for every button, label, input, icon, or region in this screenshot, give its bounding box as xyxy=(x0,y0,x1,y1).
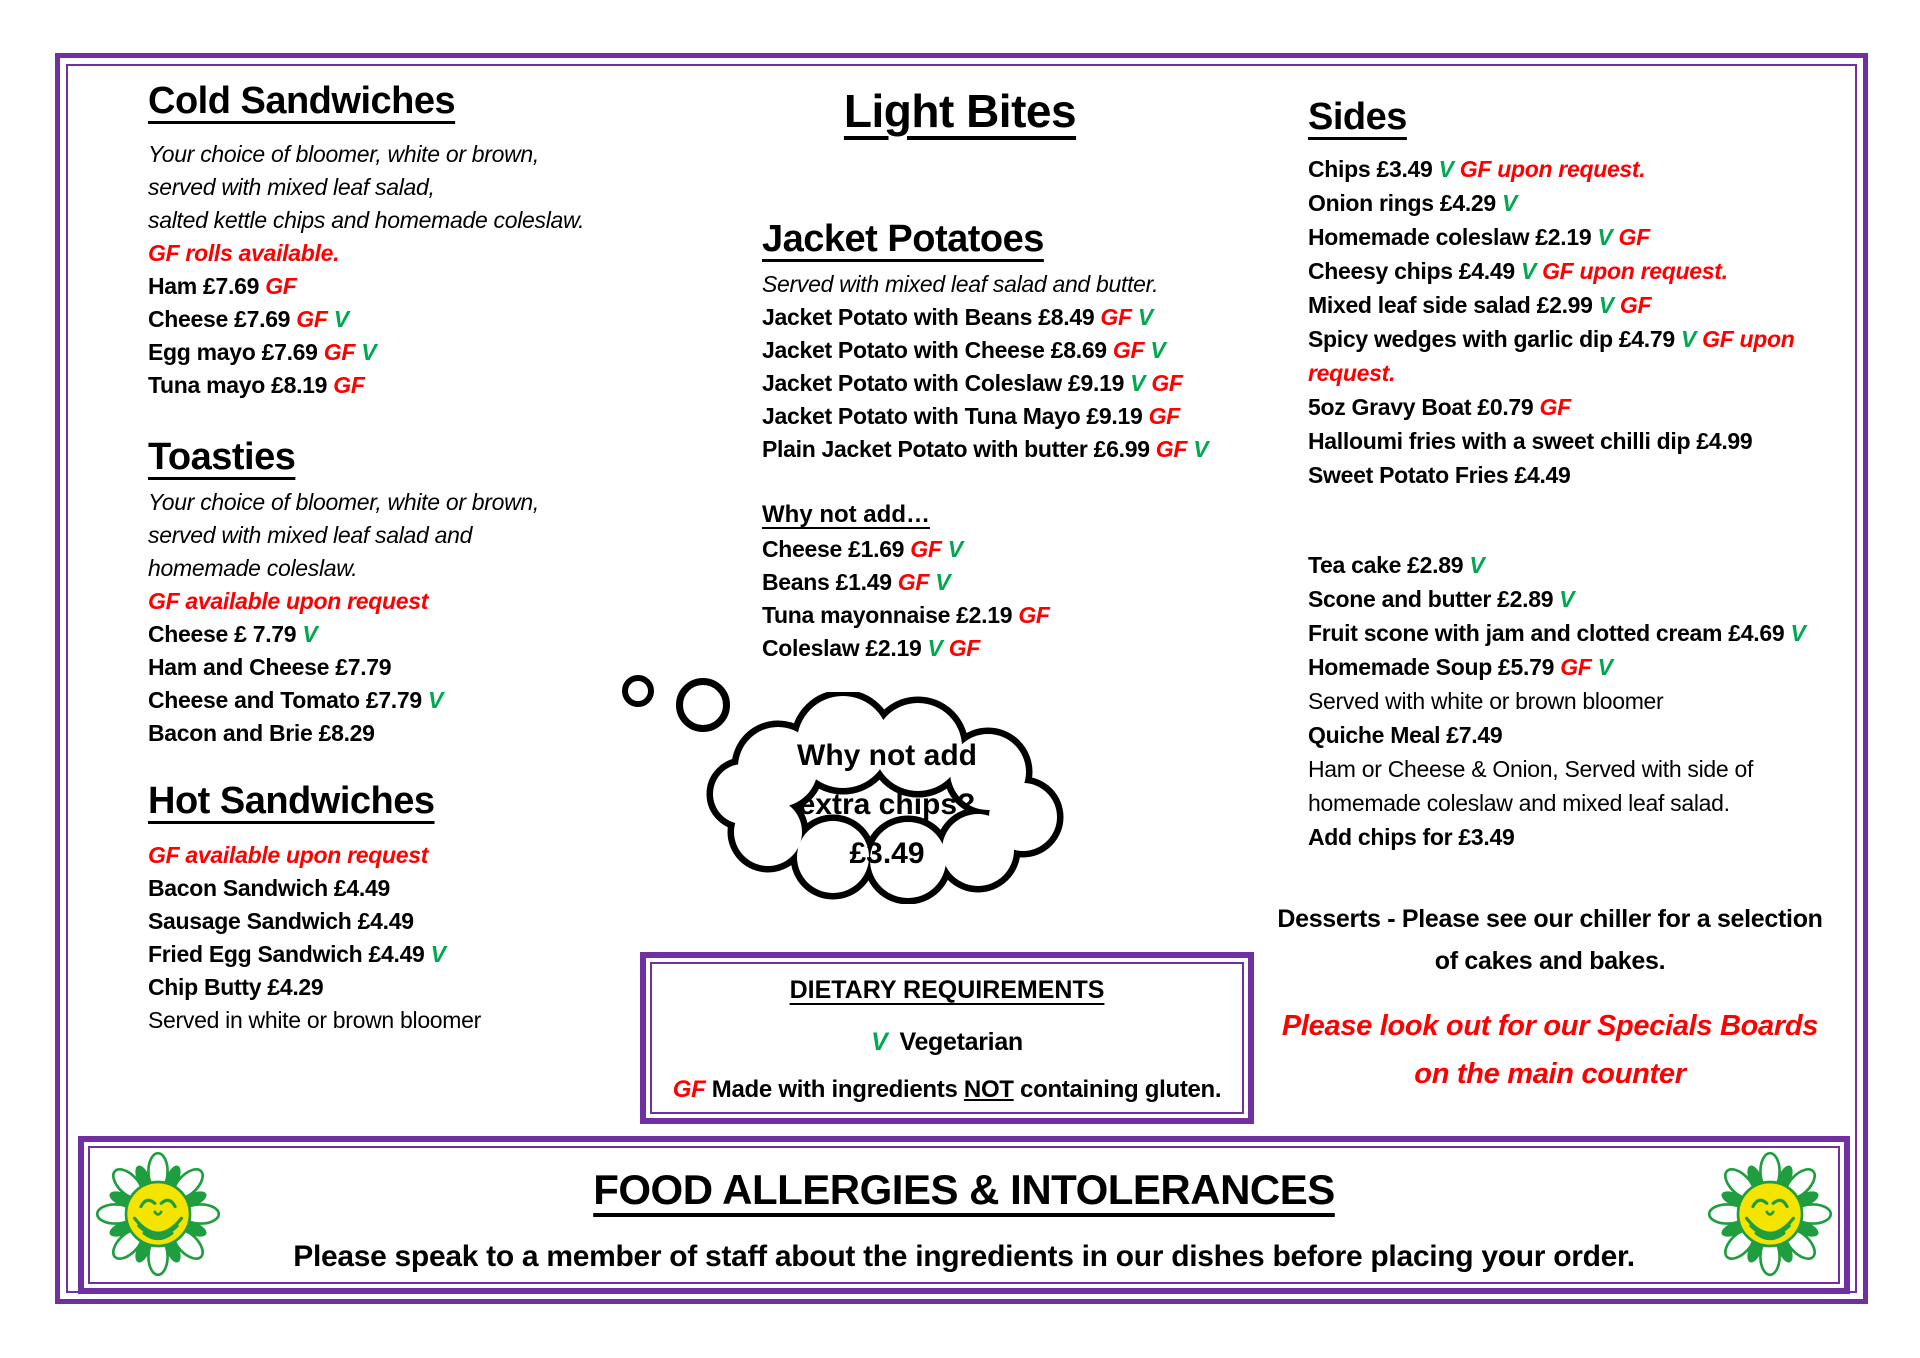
v-tag: V xyxy=(935,569,951,595)
v-tag: V xyxy=(1130,370,1152,396)
menu-item-line xyxy=(1308,752,1805,786)
menu-item-line xyxy=(148,717,539,750)
menu-item-line xyxy=(148,1004,481,1037)
gf-tag: GF xyxy=(265,273,297,299)
item-text: Cheesy chips £4.49 xyxy=(1308,258,1521,284)
footer-title: FOOD ALLERGIES & INTOLERANCES xyxy=(593,1166,1335,1213)
item-text: Spicy wedges with garlic dip £4.79 xyxy=(1308,326,1681,352)
gf-note-line xyxy=(148,585,539,618)
v-symbol: V xyxy=(871,1028,888,1056)
menu-item-line xyxy=(148,651,539,684)
menu-item-line xyxy=(1308,616,1805,650)
menu-item-line xyxy=(1308,786,1805,820)
item-text: Jacket Potato with Coleslaw £9.19 xyxy=(762,370,1131,396)
menu-item-line xyxy=(762,301,1208,334)
thought-bubble-text xyxy=(703,731,1071,878)
gf-tag: GF xyxy=(296,306,334,332)
subsection-title-why-not-add: Why not add… xyxy=(762,501,930,528)
item-text: Quiche Meal £7.49 xyxy=(1308,722,1503,748)
specials-note-line: on the main counter xyxy=(1414,1058,1686,1090)
item-note-text: Served with white or brown bloomer xyxy=(1308,688,1664,714)
gf-tag: GF xyxy=(910,536,948,562)
item-text: Mixed leaf side salad £2.99 xyxy=(1308,292,1599,318)
menu-item-line xyxy=(1308,186,1795,220)
item-text: Halloumi fries with a sweet chilli dip £4.99 xyxy=(1308,428,1753,454)
item-text: Cheese £ 7.79 xyxy=(148,621,303,647)
item-text: Jacket Potato with Beans £8.49 xyxy=(762,304,1101,330)
menu-item-line xyxy=(762,400,1208,433)
menu-item-line xyxy=(148,684,539,717)
section-description-line xyxy=(148,519,539,552)
menu-item-line xyxy=(1308,390,1795,424)
section-sides xyxy=(1308,152,1795,492)
menu-item-line xyxy=(1308,650,1805,684)
item-text: Cheese £7.69 xyxy=(148,306,297,332)
item-text: Egg mayo £7.69 xyxy=(148,339,324,365)
section-title-toasties: Toasties xyxy=(148,436,296,478)
v-tag: V xyxy=(430,941,446,967)
item-text: Jacket Potato with Cheese £8.69 xyxy=(762,337,1113,363)
section-description-line xyxy=(148,171,584,204)
section-description-line xyxy=(148,486,539,519)
menu-item-line xyxy=(1308,254,1795,288)
item-text: Ham and Cheese £7.79 xyxy=(148,654,392,680)
bubble-line: extra chips? xyxy=(798,788,976,821)
gf-tag: GF xyxy=(1112,337,1151,363)
gf-note-line xyxy=(148,839,481,872)
desc-text: Your choice of bloomer, white or brown, xyxy=(148,141,540,167)
section-toasties xyxy=(148,486,539,750)
desc-text: Your choice of bloomer, white or brown, xyxy=(148,489,540,515)
desc-text: served with mixed leaf salad and xyxy=(148,522,473,548)
section-description-line xyxy=(762,268,1208,301)
v-tag: V xyxy=(1680,326,1703,352)
dietary-vegetarian-line xyxy=(640,1028,1254,1057)
v-tag: V xyxy=(361,339,377,365)
item-text: Tuna mayo £8.19 xyxy=(148,372,334,398)
menu-item-line xyxy=(1308,356,1795,390)
section-title-hot-sandwiches: Hot Sandwiches xyxy=(148,780,435,822)
v-tag: V xyxy=(1790,620,1806,646)
menu-item-line xyxy=(1308,152,1795,186)
section-title-jacket-potatoes: Jacket Potatoes xyxy=(762,218,1044,260)
item-note-text: homemade coleslaw and mixed leaf salad. xyxy=(1308,790,1730,816)
item-text: Plain Jacket Potato with butter £6.99 xyxy=(762,436,1156,462)
gf-note-line xyxy=(148,237,584,270)
v-tag: V xyxy=(1559,586,1575,612)
v-tag: V xyxy=(1137,304,1153,330)
gf-note-text: GF rolls available. xyxy=(148,240,340,266)
item-text: Tuna mayonnaise £2.19 xyxy=(762,602,1019,628)
gf-tag: GF xyxy=(1560,654,1598,680)
item-text: Sausage Sandwich £4.49 xyxy=(148,908,414,934)
section-title-sides: Sides xyxy=(1308,96,1407,138)
bubble-line: £3.49 xyxy=(849,837,925,870)
desc-text: homemade coleslaw. xyxy=(148,555,358,581)
gf-tag: GF upon request. xyxy=(1459,156,1646,182)
v-tag: V xyxy=(302,621,318,647)
menu-item-line xyxy=(1308,288,1795,322)
section-description-line xyxy=(148,138,584,171)
section-extras xyxy=(1308,548,1805,854)
gf-tag: GF upon xyxy=(1702,326,1795,352)
footer-message: Please speak to a member of staff about the ingredients in our dishes before placing your order. xyxy=(293,1240,1635,1273)
menu-item-line xyxy=(148,872,481,905)
item-text: Chip Butty £4.29 xyxy=(148,974,324,1000)
item-text: Bacon Sandwich £4.49 xyxy=(148,875,390,901)
gf-tag: GF upon request. xyxy=(1542,258,1728,284)
menu-item-line xyxy=(762,632,1050,665)
item-text: Fried Egg Sandwich £4.49 xyxy=(148,941,431,967)
v-tag: V xyxy=(927,635,949,661)
menu-item-line xyxy=(148,618,539,651)
specials-note xyxy=(1235,1002,1865,1098)
desserts-note-line: of cakes and bakes. xyxy=(1434,947,1666,975)
menu-item-line xyxy=(148,938,481,971)
gluten-text: Made with ingredients xyxy=(705,1076,964,1103)
menu-item-line xyxy=(762,533,1050,566)
gf-tag: GF xyxy=(1619,292,1652,318)
v-tag: V xyxy=(427,687,444,713)
menu-item-line xyxy=(148,971,481,1004)
gf-tag: GF xyxy=(323,339,362,365)
item-text: Jacket Potato with Tuna Mayo £9.19 xyxy=(762,403,1149,429)
gf-tag: GF xyxy=(1155,436,1194,462)
desc-text: salted kettle chips and homemade coleslaw. xyxy=(148,207,585,233)
item-text: Cheese £1.69 xyxy=(762,536,911,562)
gf-tag: request. xyxy=(1308,360,1396,386)
menu-item-line xyxy=(1308,684,1805,718)
menu-item-line xyxy=(1308,718,1805,752)
item-note-text: Served in white or brown bloomer xyxy=(148,1007,482,1033)
section-hot-sandwiches xyxy=(148,839,481,1037)
desc-text: served with mixed leaf salad, xyxy=(148,174,435,200)
desc-text: Served with mixed leaf salad and butter. xyxy=(762,271,1159,297)
item-text: Add chips for £3.49 xyxy=(1308,824,1515,850)
page-title: Light Bites xyxy=(843,85,1077,137)
gf-tag: GF xyxy=(1151,370,1183,396)
vegetarian-label: Vegetarian xyxy=(899,1028,1023,1056)
food-allergies-banner xyxy=(78,1136,1850,1294)
v-tag: V xyxy=(1598,292,1620,318)
item-text: Homemade coleslaw £2.19 xyxy=(1308,224,1598,250)
gf-tag: GF xyxy=(1100,304,1138,330)
menu-item-line xyxy=(762,599,1050,632)
menu-item-line xyxy=(762,566,1050,599)
v-tag: V xyxy=(1597,654,1613,680)
item-text: Bacon and Brie £8.29 xyxy=(148,720,375,746)
menu-item-line xyxy=(1308,548,1805,582)
menu-item-line xyxy=(1308,220,1795,254)
bubble-line: Why not add xyxy=(797,739,977,772)
v-tag: V xyxy=(1597,224,1619,250)
menu-item-line xyxy=(762,367,1208,400)
item-text: Coleslaw £2.19 xyxy=(762,635,928,661)
gf-tag: GF xyxy=(948,635,981,661)
menu-item-line xyxy=(1308,820,1805,854)
menu-item-line xyxy=(148,303,584,336)
item-text: Homemade Soup £5.79 xyxy=(1308,654,1561,680)
v-tag: V xyxy=(1150,337,1166,363)
section-cold-sandwiches xyxy=(148,138,584,402)
item-text: Chips £3.49 xyxy=(1308,156,1439,182)
item-text: Fruit scone with jam and clotted cream £4.69 xyxy=(1308,620,1791,646)
menu-item-line xyxy=(148,905,481,938)
v-tag: V xyxy=(1502,190,1518,216)
section-description-line xyxy=(148,204,584,237)
v-tag: V xyxy=(333,306,349,332)
menu-item-line xyxy=(1308,424,1795,458)
section-title-cold-sandwiches: Cold Sandwiches xyxy=(148,80,456,122)
item-text: Scone and butter £2.89 xyxy=(1308,586,1560,612)
gf-tag: GF xyxy=(1539,394,1571,420)
item-text: Beans £1.49 xyxy=(762,569,898,595)
v-tag: V xyxy=(947,536,963,562)
menu-item-line xyxy=(762,334,1208,367)
dietary-title: DIETARY REQUIREMENTS xyxy=(789,976,1105,1004)
menu-item-line xyxy=(148,336,584,369)
section-jacket-potatoes xyxy=(762,268,1208,466)
desserts-note xyxy=(1235,898,1865,982)
menu-item-line xyxy=(1308,322,1795,356)
v-tag: V xyxy=(1469,552,1485,578)
menu-item-line xyxy=(1308,582,1805,616)
item-text: Onion rings £4.29 xyxy=(1308,190,1502,216)
gf-tag: GF xyxy=(1148,403,1180,429)
gf-note-text: GF available upon request xyxy=(148,588,429,614)
v-tag: V xyxy=(1193,436,1209,462)
menu-item-line xyxy=(1308,458,1795,492)
gf-symbol: GF xyxy=(672,1076,706,1103)
section-description-line xyxy=(148,552,539,585)
menu-item-line xyxy=(148,270,584,303)
v-tag: V xyxy=(1520,258,1543,284)
item-text: Tea cake £2.89 xyxy=(1308,552,1470,578)
desserts-note-line: Desserts - Please see our chiller for a selection xyxy=(1277,905,1823,933)
section-addons xyxy=(762,533,1050,665)
item-text: Cheese and Tomato £7.79 xyxy=(148,687,428,713)
dietary-requirements-box xyxy=(640,952,1254,1124)
v-tag: V xyxy=(1438,156,1460,182)
specials-note-line: Please look out for our Specials Boards xyxy=(1281,1010,1819,1042)
thought-bubble-small-circle-icon xyxy=(622,675,654,707)
item-text: 5oz Gravy Boat £0.79 xyxy=(1308,394,1540,420)
dietary-gluten-line xyxy=(640,1076,1254,1104)
item-text: Ham £7.69 xyxy=(148,273,266,299)
item-text: Sweet Potato Fries £4.49 xyxy=(1308,462,1571,488)
gf-tag: GF xyxy=(333,372,365,398)
gluten-text: containing gluten. xyxy=(1013,1076,1222,1103)
gf-tag: GF xyxy=(1618,224,1650,250)
gf-tag: GF xyxy=(1018,602,1050,628)
gf-note-text: GF available upon request xyxy=(148,842,429,868)
gluten-not-text: NOT xyxy=(963,1076,1014,1103)
menu-item-line xyxy=(148,369,584,402)
menu-item-line xyxy=(762,433,1208,466)
item-note-text: Ham or Cheese & Onion, Served with side of xyxy=(1308,756,1754,782)
gf-tag: GF xyxy=(897,569,936,595)
